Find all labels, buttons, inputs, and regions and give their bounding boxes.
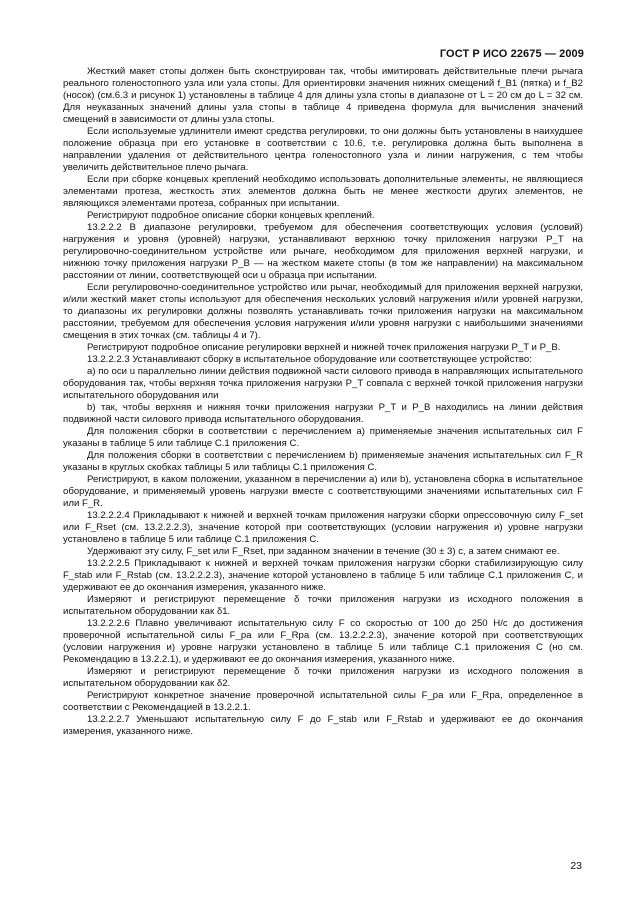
paragraph: Регистрируют, в каком положении, указанном в перечислении а) или b), установлена сборка в испытательное оборудование, и применяемый уровень нагрузки вместе с соответствующими значениями испытательных сил F или F_R. (63, 474, 583, 509)
paragraph: 13.2.2.2.3 Устанавливают сборку в испытательное оборудование или соответствующее устройство: (87, 354, 532, 365)
paragraph: Для положения сборки в соответствии с перечислением b) применяемые значения испытательных сил F_R указаны в круглых скобках таблицы 5 или таблицы С.1 приложения С. (63, 450, 583, 473)
page-number: 23 (570, 860, 582, 872)
paragraph: Регистрируют подробное описание регулировки верхней и нижней точек приложения нагрузки P_T и P_B. (87, 342, 561, 353)
paragraph: Регистрируют конкретное значение проверочной испытательной силы F_pa или F_Rpa, определенное в соответствии с Рекомендацией в 13.2.2.1. (63, 690, 583, 713)
paragraph: а) по оси u параллельно линии действия подвижной части силового привода в направляющих испытательного оборудования так, чтобы верхняя точка приложения нагрузки P_T совпала с верхней точкой приложения нагрузки испытательного оборудования или (63, 366, 583, 401)
paragraph: 13.2.2.2.4 Прикладывают к нижней и верхней точкам приложения нагрузки сборки опрессовочную силу F_set или F_Rset (см. 13.2.2.2.3), значение которой при соответствующих (условии нагружения и) уровне нагрузки установлено в таблице 5 или таблице С.1 приложения С. (63, 510, 583, 545)
paragraph: Регистрируют подробное описание сборки концевых креплений. (87, 210, 375, 221)
paragraph: Если регулировочно-соединительное устройство или рычаг, необходимый для приложения верхней нагрузки, и/или жесткий макет стопы используют для обеспечения нескольких условий нагружения и/или уровней нагрузки, то диапазоны их регулировки должны позволять устанавливать точки приложения нагрузки на максимальном расстоянии, требуемом для обеспечения условия нагружения и/или уровня нагрузки с наибольшими значениями смещения в этих точках (см. таблицы 4 и 7). (63, 282, 583, 341)
paragraph: Измеряют и регистрируют перемещение δ точки приложения нагрузки из исходного положения в испытательном оборудовании как δ2. (63, 666, 583, 689)
paragraph: Жесткий макет стопы должен быть сконструирован так, чтобы имитировать действительные плечи рычага реального голеностопного узла или узла стопы. Для ориентировки значения нижних смещений f_B1 (пятка) и f_B2 (носок) (см.6.3 и рисунок 1) установлены в таблице 4 для длины узла стопы в диапазоне от L = 20 см до L = 32 см. Для неуказанных значений длины узла стопы в таблице 4 приведена формула для вычисления значений смещений в зависимости от длины узла стопы. (63, 66, 583, 125)
paragraph: 13.2.2.2.6 Плавно увеличивают испытательную силу F со скоростью от 100 до 250 Н/с до достижения проверочной испытательной силы F_pa или F_Rpa (см. 13.2.2.2.3), значение которой при соответствующих (условии нагружения и) уровне нагрузки установлено в таблице 5 или таблице С.1 приложения С (но см. Рекомендацию в 13.2.2.1), и удерживают ее до окончания измерения, указанного ниже. (63, 618, 583, 665)
document-body (63, 66, 583, 738)
paragraph: b) так, чтобы верхняя и нижняя точки приложения нагрузки P_T и P_B находились на линии действия подвижной части силового привода испытательного оборудования. (63, 402, 583, 425)
paragraph: 13.2.2.2.5 Прикладывают к нижней и верхней точкам приложения нагрузки сборки стабилизирующую силу F_stab или F_Rstab (см. 13.2.2.2.3), значение которой установлено в таблице 5 или таблице С.1 приложения С, и удерживают ее до окончания измерения, указанного ниже. (63, 558, 583, 593)
paragraph: Измеряют и регистрируют перемещение δ точки приложения нагрузки из исходного положения в испытательном оборудовании как δ1. (63, 594, 583, 617)
paragraph: 13.2.2.2.7 Уменьшают испытательную силу F до F_stab или F_Rstab и удерживают ее до окончания измерения, указанного ниже. (63, 714, 583, 737)
paragraph: Если используемые удлинители имеют средства регулировки, то они должны быть установлены в наихудшее положение образца при его установке в соответствии с 10.6, т.е. регулировка должна быть выполнена в направлении удаления от действительного центра голеностопного узла и линии нагружения, с тем чтобы увеличить действительное плечо рычага. (63, 126, 583, 173)
paragraph: Если при сборке концевых креплений необходимо использовать дополнительные элементы, не являющиеся элементами протеза, жесткость этих элементов должна быть не менее жесткости других элементов, не являющихся элементами протеза, собранных при испытании. (63, 174, 583, 209)
paragraph: 13.2.2.2 В диапазоне регулировки, требуемом для обеспечения соответствующих условия (условий) нагружения и уровня (уровней) нагрузки, устанавливают верхнюю точку приложения нагрузки P_T на регулировочно-соединительном устройстве или рычаге, необходимом для приложения верхней нагрузки, и нижнюю точку приложения нагрузки P_B — на жестком макете стопы (в том же направлении) на максимальном расстоянии от линии, соответствующей оси u образца при испытании. (63, 222, 583, 281)
document-header: ГОСТ Р ИСО 22675 — 2009 (439, 48, 584, 60)
paragraph: Для положения сборки в соответствии с перечислением а) применяемые значения испытательных сил F указаны в таблице 5 или таблице С.1 приложения С. (63, 426, 583, 449)
paragraph: Удерживают эту силу, F_set или F_Rset, при заданном значении в течение (30 ± 3) с, а затем снимают ее. (87, 546, 560, 557)
